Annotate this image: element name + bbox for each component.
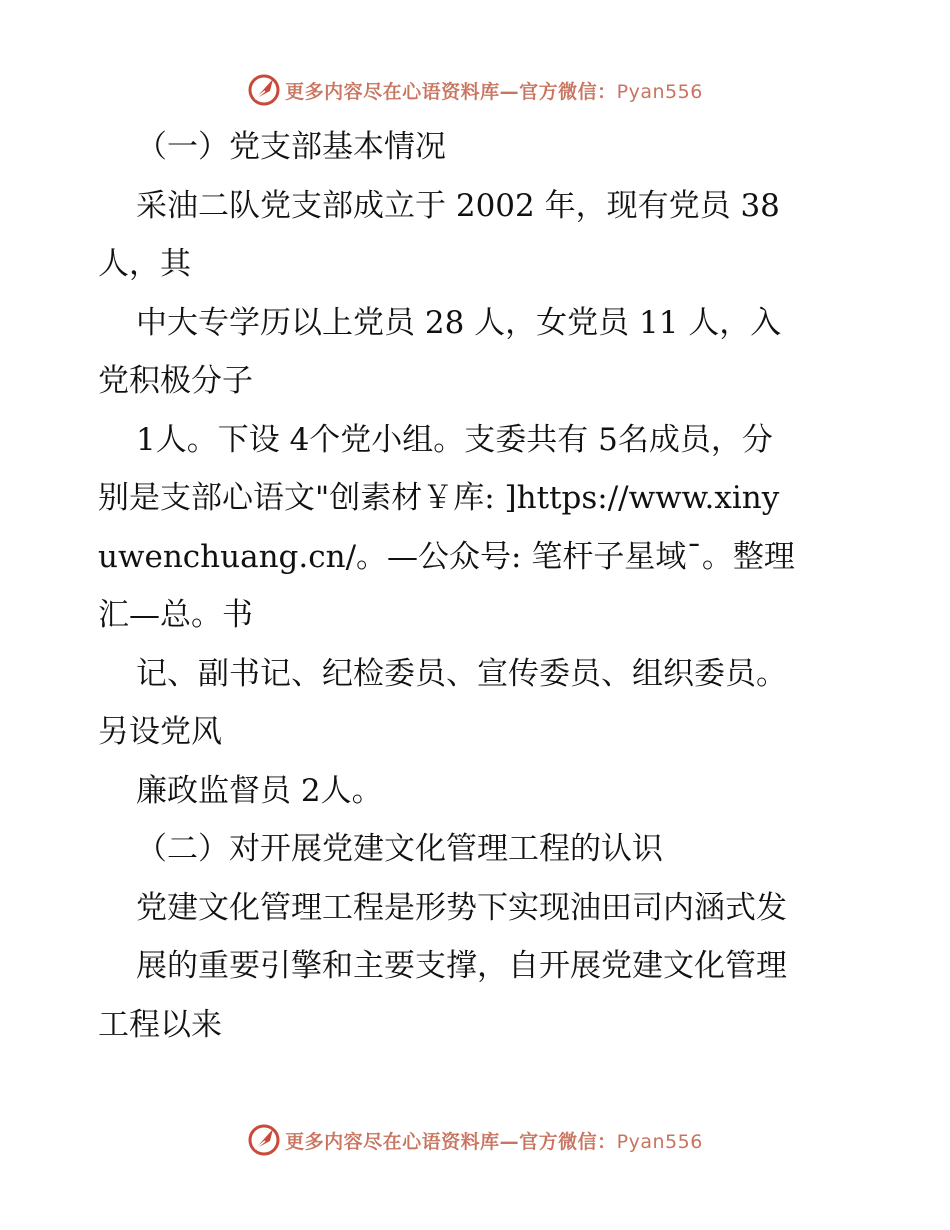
header-watermark xyxy=(0,70,950,110)
text-line: （一）党支部基本情况 xyxy=(136,129,446,165)
text-line: 党建文化管理工程是形势下实现油田司内涵式发 xyxy=(136,889,787,926)
text-line: 1人。下设 4个党小组。支委共有 5名成员，分 xyxy=(136,421,773,458)
watermark-text: 更多内容尽在心语资料库—官方微信：Pyan556 xyxy=(285,1130,703,1153)
document-body xyxy=(98,118,858,1054)
text-line: 展的重要引擎和主要支撑，自开展党建文化管理 xyxy=(136,948,787,984)
text-line: 廉政监督员 2人。 xyxy=(136,772,383,809)
text-line: （二）对开展党建文化管理工程的认识 xyxy=(136,831,663,867)
watermark-text: 更多内容尽在心语资料库—官方微信：Pyan556 xyxy=(285,80,703,103)
text-line: 党积极分子 xyxy=(98,363,253,399)
text-line: 记、副书记、纪检委员、宣传委员、组织委员。 xyxy=(136,655,787,692)
text-line: 别是支部心语文"创素材￥库: ]https://www.xiny xyxy=(98,480,780,516)
text-line: 人，其 xyxy=(98,246,191,282)
footer-watermark xyxy=(0,1120,950,1160)
text-line: 另设党风 xyxy=(98,714,222,750)
text-line: 采油二队党支部成立于 2002 年，现有党员 38 xyxy=(136,187,780,224)
quill-logo-icon xyxy=(247,1123,281,1157)
text-line: 工程以来 xyxy=(98,1006,222,1043)
text-line: 汇—总。书 xyxy=(98,597,253,633)
text-line: 中大专学历以上党员 28 人，女党员 11 人，入 xyxy=(136,304,782,341)
quill-logo-icon xyxy=(247,73,281,107)
text-line: uwenchuang.cn/。—公众号: 笔杆子星域¯。整理 xyxy=(98,538,795,575)
